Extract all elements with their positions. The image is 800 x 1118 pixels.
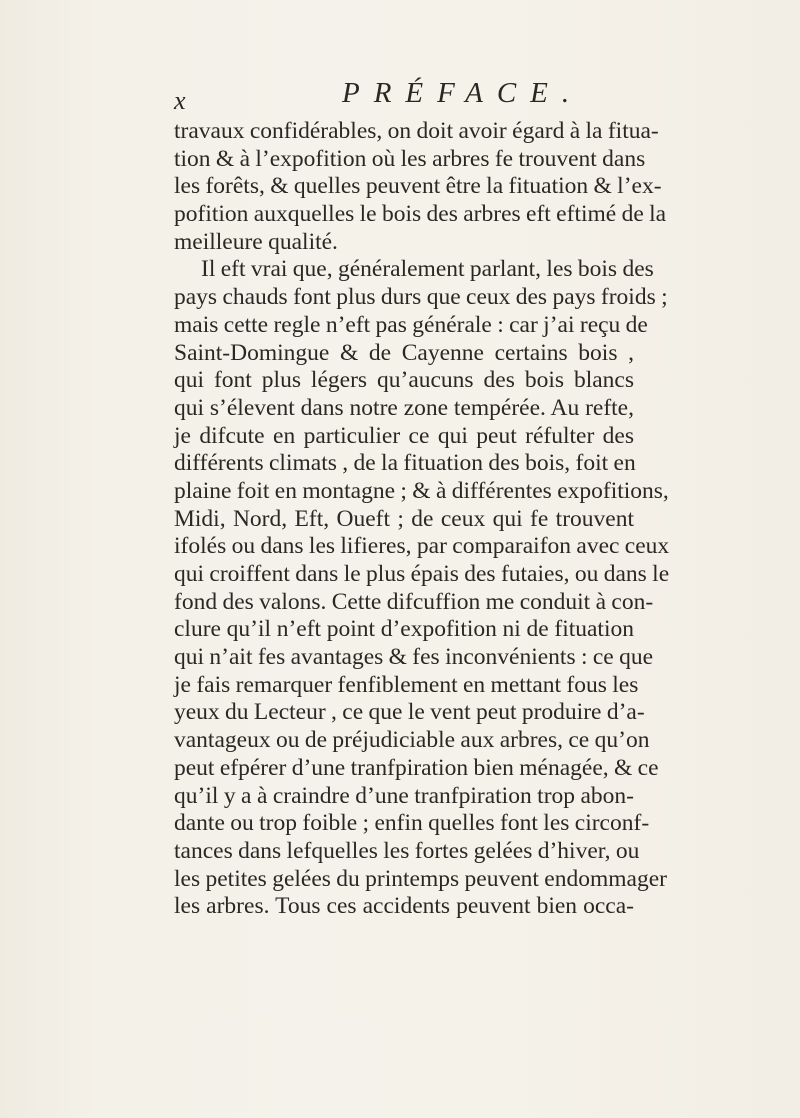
text-line: qui s’élevent dans notre zone tempérée. Au refte, — [174, 394, 634, 421]
text-line: plaine foit en montagne ; & à différentes expofitions, — [174, 477, 669, 504]
text-line: dante ou trop foible ; enfin quelles font les circonf- — [174, 810, 650, 837]
text-line: pofition auxquelles le bois des arbres eft eftimé de la — [174, 201, 667, 228]
text-line: qui font plus légers qu’aucuns des bois blancs — [174, 367, 634, 394]
text-line: différents climats , de la fituation des bois, foit en — [174, 450, 636, 477]
text-line: qui n’ait fes avantages & fes inconvénients : ce que — [174, 644, 654, 671]
text-line: tances dans lefquelles les fortes gelées d’hiver, ou — [174, 837, 640, 864]
body-text — [174, 118, 670, 921]
text-line: peut efpérer d’une tranfpiration bien ménagée, & ce — [174, 754, 659, 781]
text-line: vantageux ou de préjudiciable aux arbres, ce qu’on — [174, 727, 650, 754]
text-line: qui croiffent dans le plus épais des futaies, ou dans le — [174, 561, 670, 587]
text-line: Saint-Domingue & de Cayenne certains bois , — [174, 339, 634, 366]
text-line: fond des valons. Cette difcuffion me conduit à con- — [174, 588, 654, 615]
text-line: les arbres. Tous ces accidents peuvent bien occa- — [174, 893, 634, 920]
text-line: yeux du Lecteur , ce que le vent peut produire d’a- — [174, 699, 645, 726]
text-line: Midi, Nord, Eft, Oueft ; de ceux qui fe trouvent — [174, 505, 634, 532]
text-line: travaux confidérables, on doit avoir égard à la fitua- — [174, 118, 659, 144]
text-line: je difcute en particulier ce qui peut réfulter des — [174, 422, 634, 449]
text-line: meilleure qualité. — [174, 228, 338, 255]
folio-page-number: x — [174, 86, 186, 115]
text-line: tion & à l’expofition où les arbres fe trouvent dans — [174, 145, 646, 172]
text-line: ifolés ou dans les lifieres, par comparaifon avec ceux — [174, 533, 670, 560]
text-line: je fais remarquer fenfiblement en mettant fous les — [174, 671, 639, 698]
text-line: pays chauds font plus durs que ceux des pays froids ; — [174, 284, 668, 311]
running-head: PRÉFACE. — [342, 77, 584, 109]
text-line: les petites gelées du printemps peuvent endommager — [174, 865, 667, 892]
text-line: les forêts, & quelles peuvent être la fituation & l’ex- — [174, 173, 662, 200]
text-line: clure qu’il n’eft point d’expofition ni de fituation — [174, 616, 634, 643]
text-line: Il eft vrai que, généralement parlant, les bois des — [201, 256, 654, 283]
text-line: qu’il y a à craindre d’une tranfpiration trop abon- — [174, 782, 634, 809]
text-line: mais cette regle n’eft pas générale : car j’ai reçu de — [174, 311, 648, 338]
